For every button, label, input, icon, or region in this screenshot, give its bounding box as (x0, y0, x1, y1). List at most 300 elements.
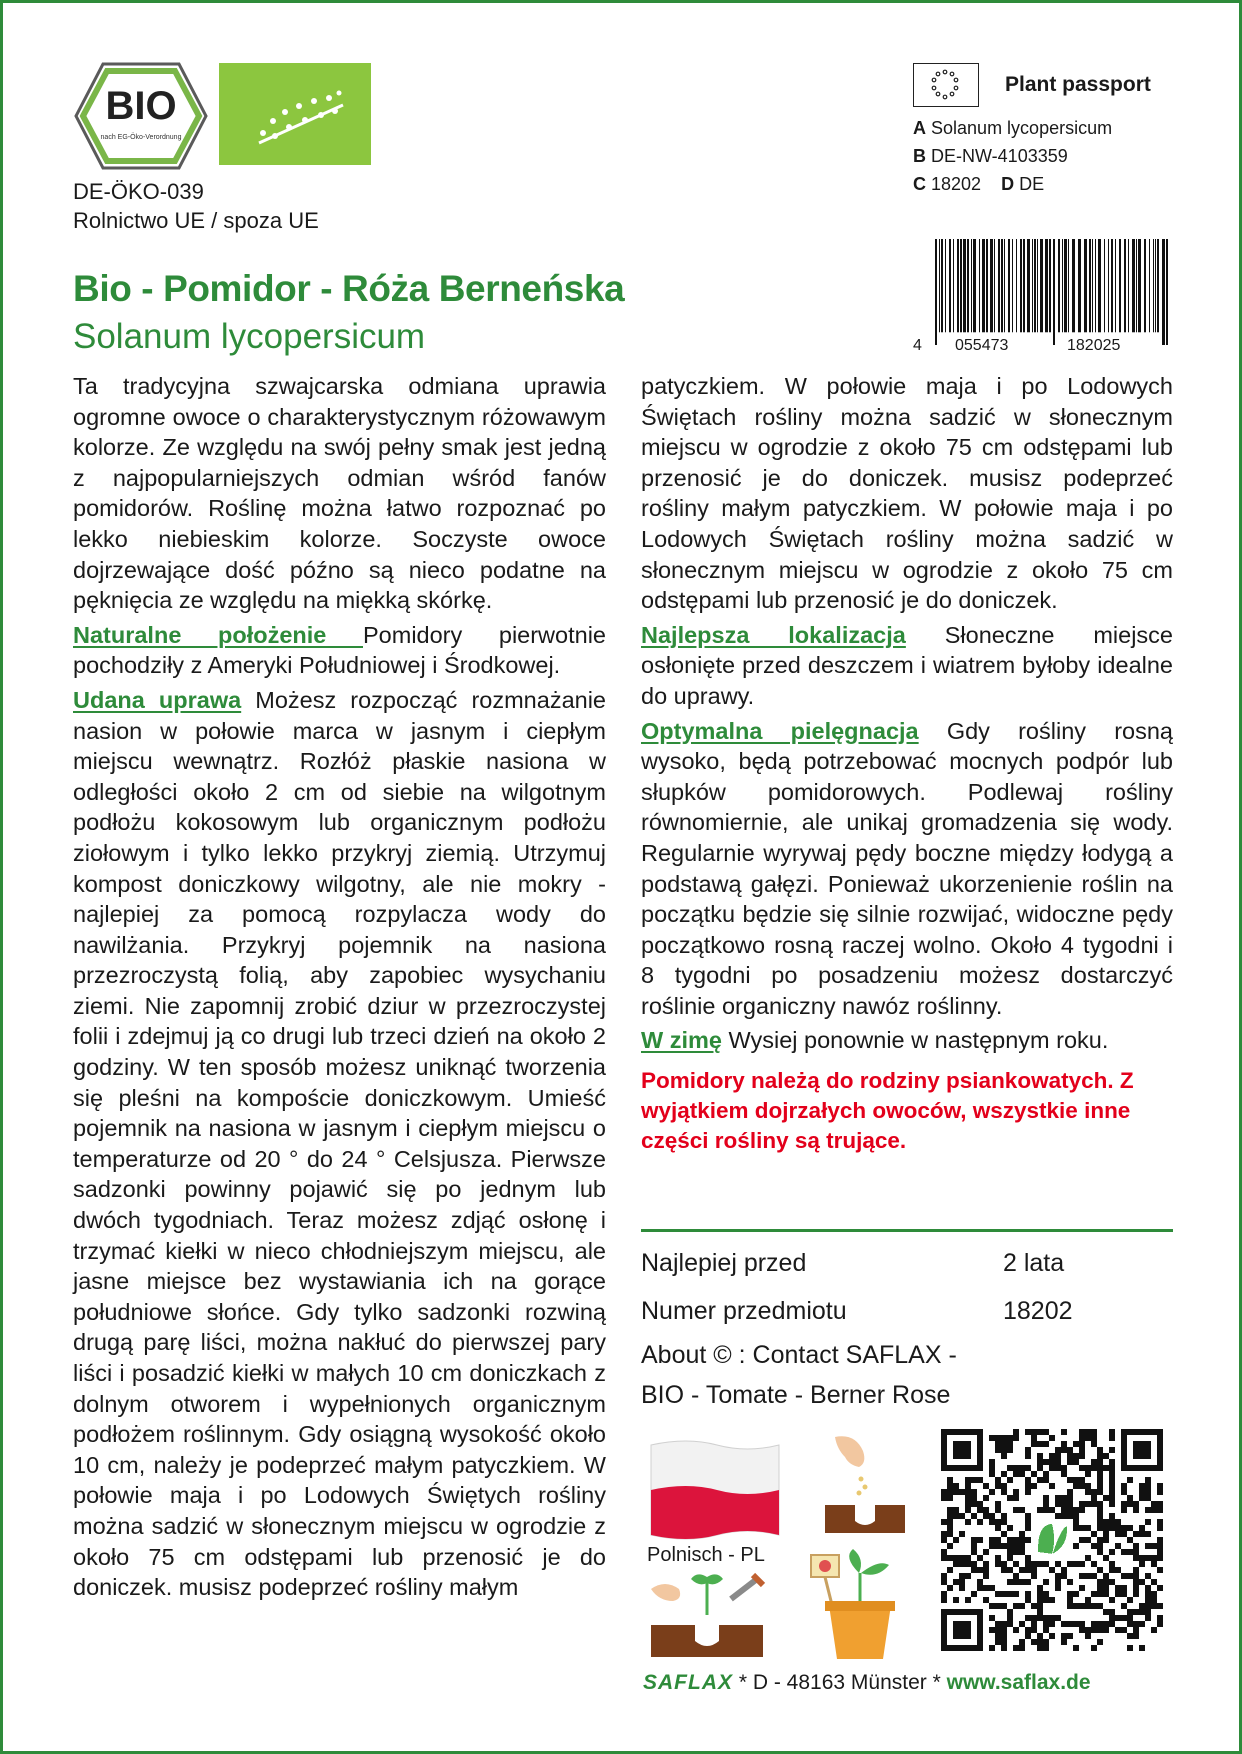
barcode-bar (1149, 239, 1150, 332)
qr-module (1121, 1591, 1127, 1597)
qr-module (971, 1549, 977, 1555)
organic-control-code: DE-ÖKO-039 (73, 179, 204, 204)
qr-module (1019, 1645, 1025, 1651)
qr-module (1085, 1429, 1091, 1435)
barcode-bar (1092, 239, 1093, 332)
qr-module (1055, 1459, 1061, 1465)
qr-module (1043, 1507, 1049, 1513)
qr-module (1097, 1585, 1103, 1591)
qr-module (1007, 1465, 1013, 1471)
qr-module (1079, 1585, 1085, 1591)
qr-module (971, 1477, 977, 1483)
qr-module (1073, 1477, 1079, 1483)
natural-habitat-paragraph: Naturalne położenie Pomidory pierwotnie pochodziły z Ameryki Południowej i Środkowej. (73, 621, 606, 679)
qr-module (1145, 1495, 1151, 1501)
qr-module (1001, 1603, 1007, 1609)
qr-module (983, 1513, 989, 1519)
qr-module (1145, 1585, 1151, 1591)
qr-module (1031, 1603, 1037, 1609)
qr-module (1109, 1567, 1115, 1573)
qr-module (1133, 1543, 1139, 1549)
barcode-bar (990, 239, 993, 332)
qr-module (1121, 1549, 1127, 1555)
info-separator (641, 1229, 1173, 1232)
passport-line-a: A Solanum lycopersicum (913, 118, 1113, 138)
qr-module (1019, 1549, 1025, 1555)
qr-module (995, 1483, 1001, 1489)
best-before-value: 2 lata (1003, 1249, 1065, 1277)
qr-module (1121, 1483, 1127, 1489)
qr-module (1127, 1597, 1133, 1603)
qr-code (941, 1429, 1163, 1651)
qr-module (1121, 1531, 1127, 1537)
qr-module (995, 1537, 1001, 1543)
qr-module (995, 1435, 1001, 1441)
qr-module (1055, 1495, 1061, 1501)
qr-module (1037, 1585, 1043, 1591)
qr-module (959, 1561, 965, 1567)
qr-module (1097, 1483, 1103, 1489)
qr-module (1133, 1531, 1139, 1537)
qr-module (1049, 1459, 1055, 1465)
qr-module (941, 1579, 947, 1585)
qr-module (1133, 1501, 1139, 1507)
qr-module (1049, 1633, 1055, 1639)
barcode-bar (1037, 239, 1038, 332)
qr-module (1019, 1579, 1025, 1585)
qr-module (1073, 1561, 1079, 1567)
qr-module (1025, 1579, 1031, 1585)
qr-module (1043, 1639, 1049, 1645)
qr-module (1001, 1645, 1007, 1651)
qr-module (1019, 1621, 1025, 1627)
qr-module (1067, 1447, 1073, 1453)
toxicity-warning: Pomidory należą do rodziny psiankowatych. Z wyjątkiem dojrzałych owoców, wszystkie inne części rośliny są trujące. (641, 1068, 1134, 1154)
qr-module (1079, 1477, 1085, 1483)
qr-module (1019, 1639, 1025, 1645)
qr-module (1025, 1453, 1031, 1459)
qr-module (1109, 1549, 1115, 1555)
barcode-bar (1012, 239, 1013, 332)
qr-module (1085, 1489, 1091, 1495)
barcode-bar (1058, 239, 1060, 332)
qr-module (1097, 1459, 1103, 1465)
qr-module (1055, 1513, 1061, 1519)
eu-organic-leaf-icon (219, 63, 371, 165)
qr-module (1001, 1447, 1007, 1453)
passport-eu-flag (913, 63, 979, 107)
care-heading: Optymalna pielęgnacja (641, 717, 919, 744)
barcode-bar (1124, 239, 1126, 332)
qr-module (941, 1573, 947, 1579)
qr-module (1145, 1477, 1151, 1483)
qr-module (995, 1501, 1001, 1507)
qr-module (1097, 1501, 1103, 1507)
qr-module (1139, 1621, 1145, 1627)
qr-module (1073, 1513, 1079, 1519)
qr-module (1001, 1621, 1007, 1627)
qr-module (1061, 1441, 1067, 1447)
barcode-bar (1138, 239, 1141, 332)
qr-module (1145, 1555, 1151, 1561)
qr-module (1103, 1537, 1109, 1543)
qr-module (953, 1561, 959, 1567)
qr-module (1157, 1501, 1163, 1507)
qr-module (1073, 1645, 1079, 1651)
qr-module (1115, 1591, 1121, 1597)
qr-module (1031, 1567, 1037, 1573)
qr-module (1025, 1555, 1031, 1561)
barcode-bar (1157, 239, 1159, 332)
growing-continued: patyczkiem. W połowie maja i po Lodowych Świętach rośliny można sadzić w słonecznym miejscu w ogrodzie z około 75 cm odstępami lub przenosić je do doniczek. musisz podeprzeć rośliny małym patyczkiem. W połowie maja i po Lodowych Świętach rośliny można sadzić w słonecznym miejscu w ogrodzie z około 75 cm odstępami lub przenosić je do doniczek. (641, 373, 1173, 614)
barcode-bar (1064, 239, 1067, 332)
qr-module (1091, 1561, 1097, 1567)
qr-module (1151, 1603, 1157, 1609)
qr-module (1085, 1633, 1091, 1639)
qr-module (1097, 1477, 1103, 1483)
qr-module (989, 1513, 995, 1519)
qr-module (947, 1585, 953, 1591)
qr-module (1055, 1585, 1061, 1591)
qr-module (1091, 1501, 1097, 1507)
qr-module (1079, 1435, 1085, 1441)
qr-module (1025, 1513, 1031, 1519)
qr-module (1037, 1459, 1043, 1465)
qr-module (1103, 1609, 1109, 1615)
qr-module (1007, 1609, 1013, 1615)
qr-module (1037, 1615, 1043, 1621)
qr-module (1151, 1591, 1157, 1597)
qr-module (995, 1555, 1001, 1561)
barcode-bar (1119, 239, 1121, 332)
qr-module (1109, 1519, 1115, 1525)
barcode-first-digit: 4 (913, 337, 922, 354)
qr-module (1103, 1591, 1109, 1597)
qr-module (1055, 1615, 1061, 1621)
qr-module (1133, 1555, 1139, 1561)
qr-module (1133, 1633, 1139, 1639)
barcode-right-group: 182025 (1067, 337, 1121, 354)
qr-module (1013, 1507, 1019, 1513)
qr-module (989, 1537, 995, 1543)
qr-module (995, 1639, 1001, 1645)
barcode-bar (1132, 239, 1135, 332)
qr-module (1109, 1459, 1115, 1465)
qr-module (1151, 1597, 1157, 1603)
qr-module (959, 1573, 965, 1579)
qr-module (1139, 1645, 1145, 1651)
qr-module (971, 1489, 977, 1495)
qr-module (1007, 1555, 1013, 1561)
qr-module (959, 1531, 965, 1537)
qr-module (1043, 1621, 1049, 1627)
qr-module (1049, 1435, 1055, 1441)
barcode-bar (1008, 239, 1010, 332)
qr-module (1013, 1549, 1019, 1555)
qr-module (989, 1645, 995, 1651)
growing-paragraph: Udana uprawa Możesz rozpocząć rozmnażanie nasion w połowie marca w jasnym i ciepłym miejscu wewnątrz. Rozłóż płaskie nasiona w odległości około 2 cm od siebie na wilgotnym podłożu kokosowym lub organicznym podłożu ziołowym i tylko lekko przykryj ziemią. Utrzymuj kompost doniczkowy wilgotny, ale nie mokry - najlepiej za pomocą rozpylacza wody do nawilżania. Przykryj pojemnik na nasiona przezroczystą folią, aby zapobiec wysychaniu ziemi. Nie zapomnij zrobić dziur w przezroczystej folii i zdejmuj ją co drugi lub trzeci dzień na około 2 godziny. W ten sposób możesz uniknąć tworzenia się pleśni na kompoście doniczkowym. Umieść pojemnik na nasiona w jasnym i ciepłym miejscu o temperaturze od 20 ° do 24 ° Celsjusza. Pierwsze sadzonki powinny pojawić się po jednym lub dwóch tygodniach. Teraz możesz zdjąć osłonę i trzymać kiełki w nieco chłodniejszym miejscu, ale jasne miejsce bez wystawiania ich na gorące południowe słońce. Gdy tylko sadzonki rozwiną drugą parę liści, można nakłuć do pierwszej pary liści i posadzić kiełki w małych 10 cm doniczkach z dolnym otworem i wypełnionych organicznym podłożem roślinnym. Gdy osiągną wysokość około 10 cm, należy je podeprzeć małym patyczkiem. W połowie maja i po Lodowych Świętych rośliny można sadzić w słonecznym miejscu w ogrodzie z około 75 cm odstępami lub przenosić je do doniczek. musisz podeprzeć rośliny małym (73, 686, 606, 1601)
qr-module (947, 1531, 953, 1537)
qr-module (1145, 1609, 1151, 1615)
barcode-bar (1049, 239, 1051, 332)
qr-module (1127, 1573, 1133, 1579)
qr-module (1091, 1441, 1097, 1447)
qr-module (1097, 1465, 1103, 1471)
qr-module (1025, 1627, 1031, 1633)
qr-module (1079, 1627, 1085, 1633)
qr-module (1091, 1435, 1097, 1441)
qr-module (1145, 1543, 1151, 1549)
barcode-bar (1089, 239, 1091, 332)
qr-module (1025, 1477, 1031, 1483)
sowing-hand-icon (815, 1429, 915, 1539)
qr-module (989, 1543, 995, 1549)
qr-module (1091, 1645, 1097, 1651)
qr-module (1115, 1543, 1121, 1549)
qr-module (995, 1519, 1001, 1525)
qr-module (1097, 1627, 1103, 1633)
qr-module (1145, 1489, 1151, 1495)
qr-module (1109, 1513, 1115, 1519)
qr-module (1103, 1453, 1109, 1459)
qr-module (1079, 1501, 1085, 1507)
qr-module (1145, 1531, 1151, 1537)
qr-module (1037, 1477, 1043, 1483)
qr-module (1085, 1597, 1091, 1603)
qr-module (1103, 1495, 1109, 1501)
qr-module (1007, 1549, 1013, 1555)
qr-module (1103, 1627, 1109, 1633)
qr-module (989, 1627, 995, 1633)
qr-module (1061, 1513, 1067, 1519)
qr-module (1097, 1567, 1103, 1573)
website-link[interactable]: www.saflax.de (946, 1671, 1091, 1694)
barcode-bar (1128, 239, 1129, 332)
qr-module (1007, 1579, 1013, 1585)
qr-module (1007, 1537, 1013, 1543)
product-latin-name: Solanum lycopersicum (73, 317, 426, 356)
qr-module (1109, 1471, 1115, 1477)
qr-module (1019, 1531, 1025, 1537)
qr-module (1079, 1537, 1085, 1543)
qr-module (1043, 1501, 1049, 1507)
qr-module (1031, 1615, 1037, 1621)
qr-module (1001, 1633, 1007, 1639)
qr-module (1097, 1549, 1103, 1555)
qr-module (1097, 1489, 1103, 1495)
qr-module (1067, 1597, 1073, 1603)
winter-paragraph: W zimę Wysiej ponownie w następnym roku. (641, 1027, 1109, 1054)
qr-module (965, 1561, 971, 1567)
qr-module (1007, 1567, 1013, 1573)
qr-module (1091, 1573, 1097, 1579)
barcode-bar (1155, 239, 1156, 332)
qr-module (1079, 1573, 1085, 1579)
qr-module (1115, 1519, 1121, 1525)
qr-module (1127, 1501, 1133, 1507)
qr-module (1127, 1477, 1133, 1483)
qr-module (1073, 1519, 1079, 1525)
barcode-bar (939, 239, 940, 332)
barcode-bar (963, 239, 966, 332)
qr-module (953, 1483, 959, 1489)
qr-module (1133, 1549, 1139, 1555)
qr-module (1001, 1627, 1007, 1633)
qr-module (1079, 1507, 1085, 1513)
qr-module (1079, 1525, 1085, 1531)
transplant-seedling-icon (647, 1569, 767, 1659)
qr-module (1025, 1447, 1031, 1453)
barcode-bar (957, 239, 959, 332)
qr-module (1025, 1537, 1031, 1543)
qr-module (1085, 1537, 1091, 1543)
qr-module (1055, 1453, 1061, 1459)
qr-module (1037, 1453, 1043, 1459)
qr-module (1067, 1507, 1073, 1513)
qr-module (989, 1603, 995, 1609)
qr-module (1079, 1603, 1085, 1609)
qr-module (1001, 1435, 1007, 1441)
qr-module (1037, 1639, 1043, 1645)
qr-module (1151, 1627, 1157, 1633)
qr-module (941, 1495, 947, 1501)
qr-module (1061, 1471, 1067, 1477)
qr-module (971, 1513, 977, 1519)
qr-module (1013, 1573, 1019, 1579)
barcode-bar (986, 239, 988, 332)
qr-module (1001, 1531, 1007, 1537)
qr-module (965, 1483, 971, 1489)
qr-module (1013, 1645, 1019, 1651)
qr-module (1097, 1537, 1103, 1543)
qr-module (1157, 1603, 1163, 1609)
qr-module (1073, 1441, 1079, 1447)
qr-module (995, 1633, 1001, 1639)
barcode-bar (1111, 239, 1113, 332)
qr-module (1145, 1507, 1151, 1513)
qr-module (1067, 1579, 1073, 1585)
qr-module (1127, 1495, 1133, 1501)
qr-module (1001, 1471, 1007, 1477)
qr-module (1079, 1483, 1085, 1489)
qr-module (947, 1567, 953, 1573)
qr-module (1061, 1621, 1067, 1627)
qr-module (1085, 1501, 1091, 1507)
qr-module (1139, 1531, 1145, 1537)
qr-module (1013, 1591, 1019, 1597)
qr-module (941, 1531, 947, 1537)
qr-module (1013, 1627, 1019, 1633)
qr-module (1097, 1639, 1103, 1645)
qr-module (983, 1567, 989, 1573)
qr-module (1001, 1519, 1007, 1525)
qr-module (1103, 1579, 1109, 1585)
qr-module (1007, 1525, 1013, 1531)
qr-module (1103, 1531, 1109, 1537)
qr-module (977, 1585, 983, 1591)
qr-module (1103, 1573, 1109, 1579)
qr-module (1031, 1471, 1037, 1477)
qr-finder (1133, 1441, 1151, 1459)
saflax-brand: SAFLAX (643, 1671, 733, 1694)
qr-module (1091, 1591, 1097, 1597)
qr-module (1151, 1555, 1157, 1561)
qr-module (1001, 1441, 1007, 1447)
qr-module (1061, 1573, 1067, 1579)
barcode-bar (1020, 239, 1022, 332)
qr-module (1109, 1525, 1115, 1531)
qr-module (989, 1489, 995, 1495)
qr-module (1067, 1501, 1073, 1507)
qr-module (1013, 1429, 1019, 1435)
qr-module (1055, 1561, 1061, 1567)
qr-module (977, 1555, 983, 1561)
qr-module (1091, 1495, 1097, 1501)
barcode-bar (1095, 239, 1096, 332)
barcode-bar (1004, 239, 1005, 332)
qr-module (1037, 1441, 1043, 1447)
qr-module (1157, 1585, 1163, 1591)
qr-module (1133, 1609, 1139, 1615)
qr-module (977, 1501, 983, 1507)
qr-module (1067, 1621, 1073, 1627)
qr-module (947, 1519, 953, 1525)
qr-module (965, 1555, 971, 1561)
qr-module (977, 1567, 983, 1573)
eu-stars-icon (914, 64, 977, 105)
qr-module (1037, 1591, 1043, 1597)
qr-module (1097, 1591, 1103, 1597)
qr-module (1073, 1525, 1079, 1531)
barcode-bar (1023, 239, 1025, 332)
qr-module (1061, 1495, 1067, 1501)
qr-module (1031, 1429, 1037, 1435)
qr-module (1049, 1615, 1055, 1621)
qr-module (1007, 1447, 1013, 1453)
qr-module (1151, 1579, 1157, 1585)
qr-module (989, 1435, 995, 1441)
qr-module (1001, 1561, 1007, 1567)
qr-module (1091, 1465, 1097, 1471)
qr-module (1103, 1525, 1109, 1531)
barcode-bar (1084, 239, 1087, 332)
qr-module (1085, 1555, 1091, 1561)
qr-module (1097, 1525, 1103, 1531)
qr-finder (953, 1441, 971, 1459)
qr-module (1061, 1639, 1067, 1645)
qr-module (1127, 1525, 1133, 1531)
qr-module (983, 1585, 989, 1591)
qr-module (1133, 1579, 1139, 1585)
qr-module (1025, 1483, 1031, 1489)
qr-module (959, 1513, 965, 1519)
qr-module (941, 1537, 947, 1543)
qr-module (941, 1555, 947, 1561)
qr-module (1097, 1543, 1103, 1549)
text-column-right (641, 371, 1173, 1160)
qr-module (1073, 1543, 1079, 1549)
qr-module (1019, 1567, 1025, 1573)
qr-module (1115, 1567, 1121, 1573)
barcode-bar (1104, 239, 1105, 332)
qr-module (1007, 1621, 1013, 1627)
qr-module (1001, 1543, 1007, 1549)
barcode-bar (973, 239, 976, 332)
eu-organic-logo (219, 63, 371, 165)
qr-module (953, 1537, 959, 1543)
qr-module (953, 1597, 959, 1603)
qr-module (965, 1495, 971, 1501)
